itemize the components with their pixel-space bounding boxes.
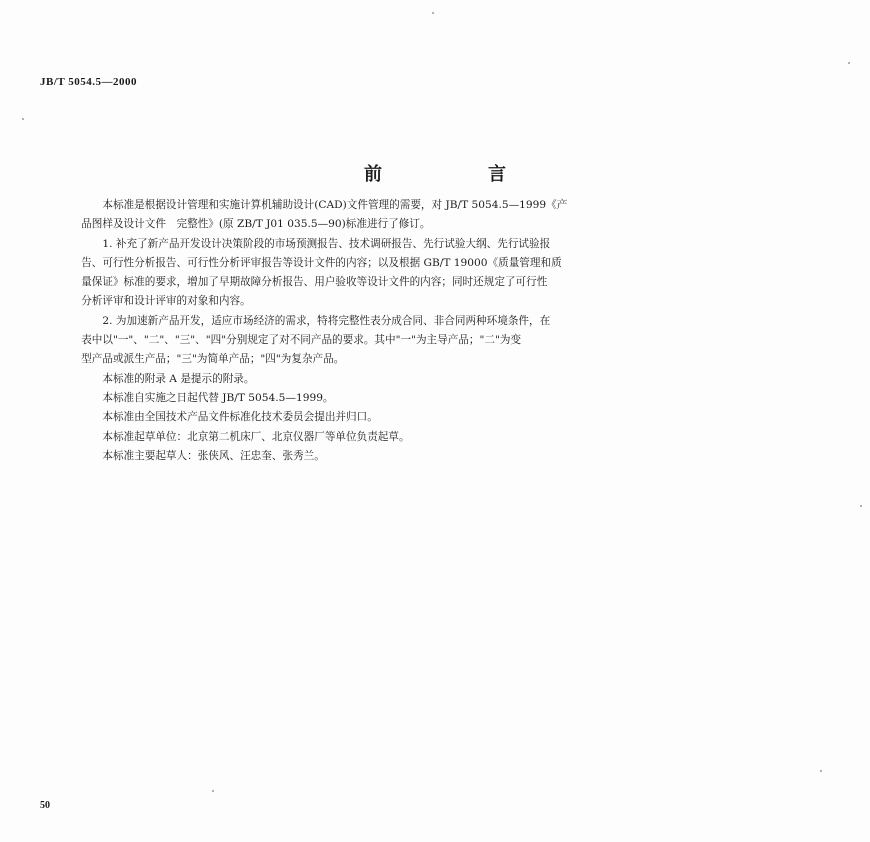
scan-speck — [848, 62, 850, 64]
paragraph-proposer — [60, 408, 832, 427]
text-line: 型产品或派生产品；"三"为简单产品；"四"为复杂产品。 — [81, 353, 345, 366]
paragraph-appendix — [60, 370, 832, 389]
scan-speck — [22, 118, 24, 120]
paragraph-drafters — [60, 447, 832, 466]
text-line: 本标准由全国技术产品文件标准化技术委员会提出并归口。 — [102, 411, 378, 424]
scan-speck — [820, 770, 822, 772]
text-line: 告、可行性分析报告、可行性分析评审报告等设计文件的内容；以及根据 GB/T 19000《质量管理和质 — [81, 256, 562, 269]
text-line: 本标准自实施之日起代替 JB/T 5054.5—1999。 — [102, 391, 334, 404]
text-line: 量保证》标准的要求，增加了早期故障分析报告、用户验收等设计文件的内容；同时还规定了可行性 — [81, 276, 548, 289]
scan-speck — [860, 505, 862, 507]
paragraph-item-1 — [60, 235, 832, 312]
text-line: 1. 补充了新产品开发设计决策阶段的市场预测报告、技术调研报告、先行试验大纲、先行试验报 — [102, 237, 551, 250]
page-title: 前 言 — [364, 164, 550, 185]
paragraph-intro — [60, 196, 832, 235]
text-line: 本标准的附录 A 是提示的附录。 — [102, 372, 255, 385]
standard-code: JB/T 5054.5—2000 — [40, 76, 138, 88]
paragraph-replaces — [60, 389, 832, 408]
text-line: 品图样及设计文件 完整性》(原 ZB/T J01 035.5—90)标准进行了修订。 — [81, 218, 431, 231]
text-line: 表中以"一"、"二"、"三"、"四"分别规定了对不同产品的要求。其中"一"为主导产品；"二"为变 — [81, 334, 522, 347]
text-line: 2. 为加速新产品开发，适应市场经济的需求，特将完整性表分成合同、非合同两种环境条件，在 — [102, 314, 551, 327]
foreword-body — [60, 196, 832, 466]
page-number: 50 — [40, 800, 50, 811]
paragraph-item-2 — [60, 312, 832, 370]
text-line: 本标准是根据设计管理和实施计算机辅助设计(CAD)文件管理的需要，对 JB/T 5054.5—1999《产 — [102, 199, 568, 211]
text-line: 本标准起草单位：北京第二机床厂、北京仪器厂等单位负责起草。 — [102, 430, 410, 443]
scan-speck — [432, 12, 434, 14]
text-line: 分析评审和设计评审的对象和内容。 — [81, 295, 251, 308]
text-line: 本标准主要起草人：张侠风、汪忠奎、张秀兰。 — [102, 449, 325, 462]
scan-speck — [212, 790, 214, 792]
paragraph-drafting-units — [60, 428, 832, 447]
